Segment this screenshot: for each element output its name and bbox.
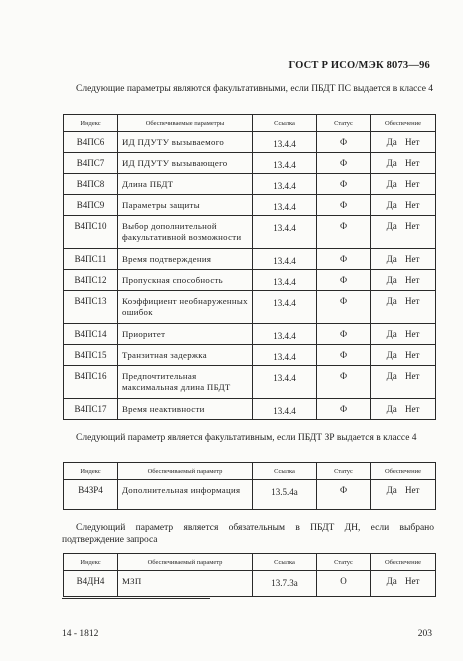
row-parameter: Коэффициент необнаруженных ошибок [118,291,253,324]
table-row [64,399,436,420]
table-row [64,249,436,270]
column-header: Ссылка [253,554,317,571]
column-header: Индекс [64,554,118,571]
row-reference: 13.4.4 [253,216,317,249]
row-reference: 13.4.4 [253,195,317,216]
row-support: Да Нет [371,399,436,420]
column-header: Статус [317,463,371,480]
row-reference: 13.4.4 [253,153,317,174]
row-index: В4ДН4 [64,571,118,597]
table-row [64,174,436,195]
table-row [64,366,436,399]
table-row [64,195,436,216]
column-header: Обеспечиваемые параметры [118,115,253,132]
table-row [64,324,436,345]
column-header: Обеспечиваемый параметр [118,463,253,480]
table-2 [63,462,436,510]
row-parameter: Время подтверждения [118,249,253,270]
row-support: Да Нет [371,571,436,597]
row-index: В4ПС10 [64,216,118,249]
row-status: Ф [317,249,371,270]
row-status: Ф [317,345,371,366]
row-reference: 13.4.4 [253,270,317,291]
row-parameter: Предпочтительная максимальная длина ПБДТ [118,366,253,399]
table-row [64,216,436,249]
footnote-divider [62,598,210,599]
table-row [64,153,436,174]
paragraph-3: Следующий параметр является обязательным в ПБДТ ДН, если выбрано подтверждение запроса [62,523,434,545]
table-3 [63,553,436,597]
column-header: Обеспечение [371,554,436,571]
row-parameter: ИД ПДУТУ вызывающего [118,153,253,174]
row-index: В4ПС17 [64,399,118,420]
row-reference: 13.4.4 [253,399,317,420]
column-header: Обеспечиваемый параметр [118,554,253,571]
table-row [64,345,436,366]
row-parameter: Длина ПБДТ [118,174,253,195]
row-status: Ф [317,366,371,399]
row-reference: 13.4.4 [253,324,317,345]
row-reference: 13.7.3а [253,571,317,597]
row-status: Ф [317,399,371,420]
row-index: В4ПС9 [64,195,118,216]
row-index: В4ПС16 [64,366,118,399]
row-support: Да Нет [371,216,436,249]
table-2-body [64,480,436,510]
row-parameter: Параметры защиты [118,195,253,216]
row-reference: 13.5.4а [253,480,317,510]
row-index: В4ПС15 [64,345,118,366]
row-support: Да Нет [371,153,436,174]
column-header: Статус [317,554,371,571]
row-parameter: МЗП [118,571,253,597]
row-status: Ф [317,324,371,345]
row-parameter: Дополнительная информация [118,480,253,510]
row-reference: 13.4.4 [253,132,317,153]
row-support: Да Нет [371,132,436,153]
table-1 [63,114,436,420]
row-reference: 13.4.4 [253,174,317,195]
row-support: Да Нет [371,270,436,291]
row-support: Да Нет [371,291,436,324]
paragraph-2: Следующий параметр является факультативным, если ПБДТ ЗР выдается в классе 4 [76,433,417,443]
row-status: Ф [317,132,371,153]
column-header: Ссылка [253,463,317,480]
row-support: Да Нет [371,195,436,216]
row-parameter: Время неактивности [118,399,253,420]
row-index: В4ПС14 [64,324,118,345]
row-status: Ф [317,174,371,195]
row-support: Да Нет [371,480,436,510]
row-support: Да Нет [371,249,436,270]
row-parameter: Пропускная способность [118,270,253,291]
row-index: В4ПС12 [64,270,118,291]
row-index: В4ПС8 [64,174,118,195]
row-index: В4ПС7 [64,153,118,174]
row-index: В4ПС11 [64,249,118,270]
row-parameter: ИД ПДУТУ вызываемого [118,132,253,153]
row-support: Да Нет [371,345,436,366]
column-header: Ссылка [253,115,317,132]
row-status: Ф [317,291,371,324]
row-status: Ф [317,153,371,174]
column-header: Обеспечение [371,115,436,132]
row-status: Ф [317,270,371,291]
row-reference: 13.4.4 [253,366,317,399]
row-support: Да Нет [371,174,436,195]
table-row [64,291,436,324]
table-row [64,270,436,291]
row-reference: 13.4.4 [253,345,317,366]
row-support: Да Нет [371,366,436,399]
row-index: В4ЗР4 [64,480,118,510]
row-parameter: Приоритет [118,324,253,345]
table-3-body [64,571,436,597]
row-parameter: Выбор дополнительной факультативной возможности [118,216,253,249]
table-row [64,571,436,597]
row-index: В4ПС6 [64,132,118,153]
column-header: Обеспечение [371,463,436,480]
row-status: О [317,571,371,597]
table-1-body [64,132,436,420]
row-status: Ф [317,195,371,216]
table-row [64,480,436,510]
page-header: ГОСТ Р ИСО/МЭК 8073—96 [288,60,430,71]
page-number: 203 [417,629,432,639]
column-header: Индекс [64,463,118,480]
row-parameter: Транзитная задержка [118,345,253,366]
row-index: В4ПС13 [64,291,118,324]
row-status: Ф [317,216,371,249]
print-code: 14 - 1812 [62,629,99,639]
table-row [64,132,436,153]
paragraph-1: Следующие параметры являются факультативными, если ПБДТ ПС выдается в классе 4 [76,84,434,94]
row-support: Да Нет [371,324,436,345]
row-reference: 13.4.4 [253,291,317,324]
row-status: Ф [317,480,371,510]
column-header: Статус [317,115,371,132]
row-reference: 13.4.4 [253,249,317,270]
column-header: Индекс [64,115,118,132]
